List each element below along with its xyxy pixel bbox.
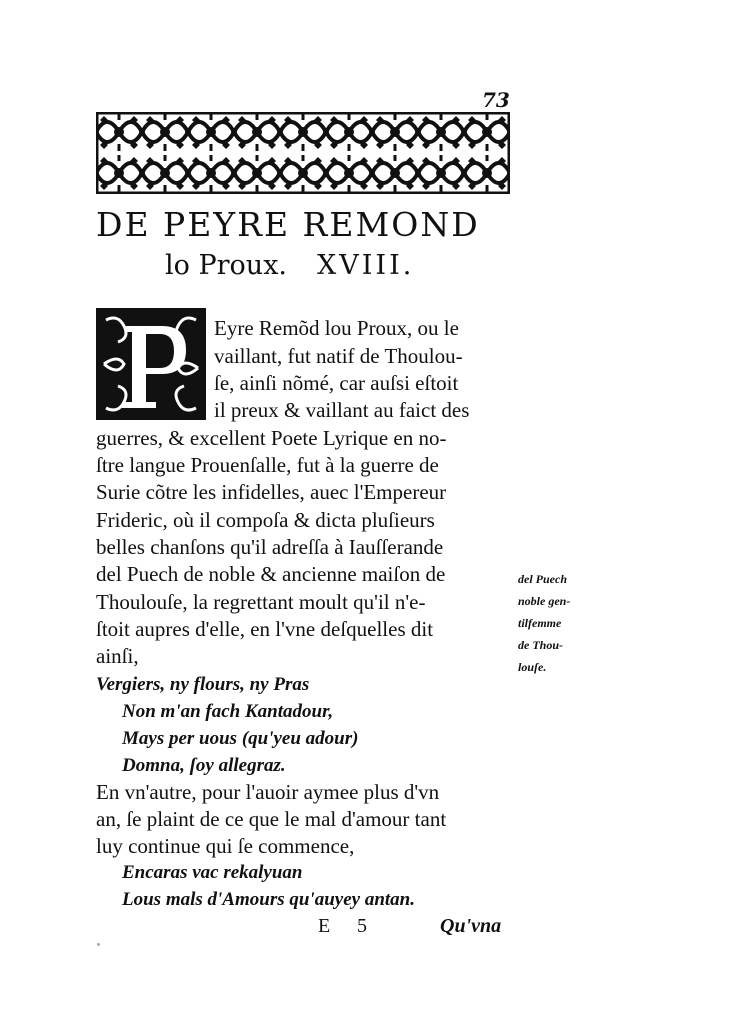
body-line: Thoulouſe, la regrettant moult qu'il n'e- [96,590,426,614]
verse-line: Encaras vac rekalyuan [122,862,303,883]
paper-speck [97,943,100,946]
ornamental-headpiece [96,112,510,194]
verse-line: Vergiers, ny flours, ny Pras [96,674,310,695]
body-line: guerres, & excellent Poete Lyrique en no- [96,426,447,450]
body-line: il preux & vaillant au faict des [214,398,470,422]
signature-mark: E [318,915,331,937]
chapter-subheading [165,250,414,281]
page-number: 73 [482,88,510,112]
body-line: ſtoit aupres d'elle, en l'vne deſquelles dit [96,617,434,641]
ornamental-initial-p-icon [96,308,206,420]
margin-note-line: de Thou- [518,638,563,652]
verse-line: Lous mals d'Amours qu'auyey antan. [122,889,415,910]
margin-note-line: louſe. [518,660,547,674]
verse-line: Mays per uous (qu'yeu adour) [122,728,359,749]
signature-number: 5 [357,915,367,937]
verse-line: Non m'an fach Kantadour, [122,701,334,722]
catchword: Qu'vna [440,915,502,937]
body-line: luy continue qui ſe commence, [96,834,355,858]
body-line: En vn'autre, pour l'auoir aymee plus d'vn [96,780,440,804]
chapter-heading: DE PEYRE REMOND [96,205,480,244]
body-line: del Puech de noble & ancienne maiſon de [96,562,446,586]
body-line: ainſi, [96,644,139,668]
body-line: Frideric, où il compoſa & dicta pluſieurs [96,508,435,532]
subheading-name: lo Proux. [165,250,288,281]
body-line: ſtre langue Prouenſalle, fut à la guerre de [96,453,439,477]
body-line: ſe, ainſi nõmé, car auſsi eſtoit [214,371,459,395]
margin-note-line: del Puech [518,572,567,586]
body-line: an, ſe plaint de ce que le mal d'amour tant [96,807,447,831]
body-line: belles chanſons qu'il adreſſa à Iauſſerande [96,535,444,559]
chapter-numeral: XVIII. [317,250,415,281]
body-line: Surie cõtre les infidelles, auec l'Empereur [96,480,447,504]
body-line: vaillant, fut natif de Thoulou- [214,344,463,368]
margin-note-line: noble gen- [518,594,571,608]
verse-line: Domna, ſoy allegraz. [122,755,286,776]
body-line: Eyre Remõd lou Proux, ou le [214,316,459,340]
margin-note-line: tilfemme [518,616,562,630]
